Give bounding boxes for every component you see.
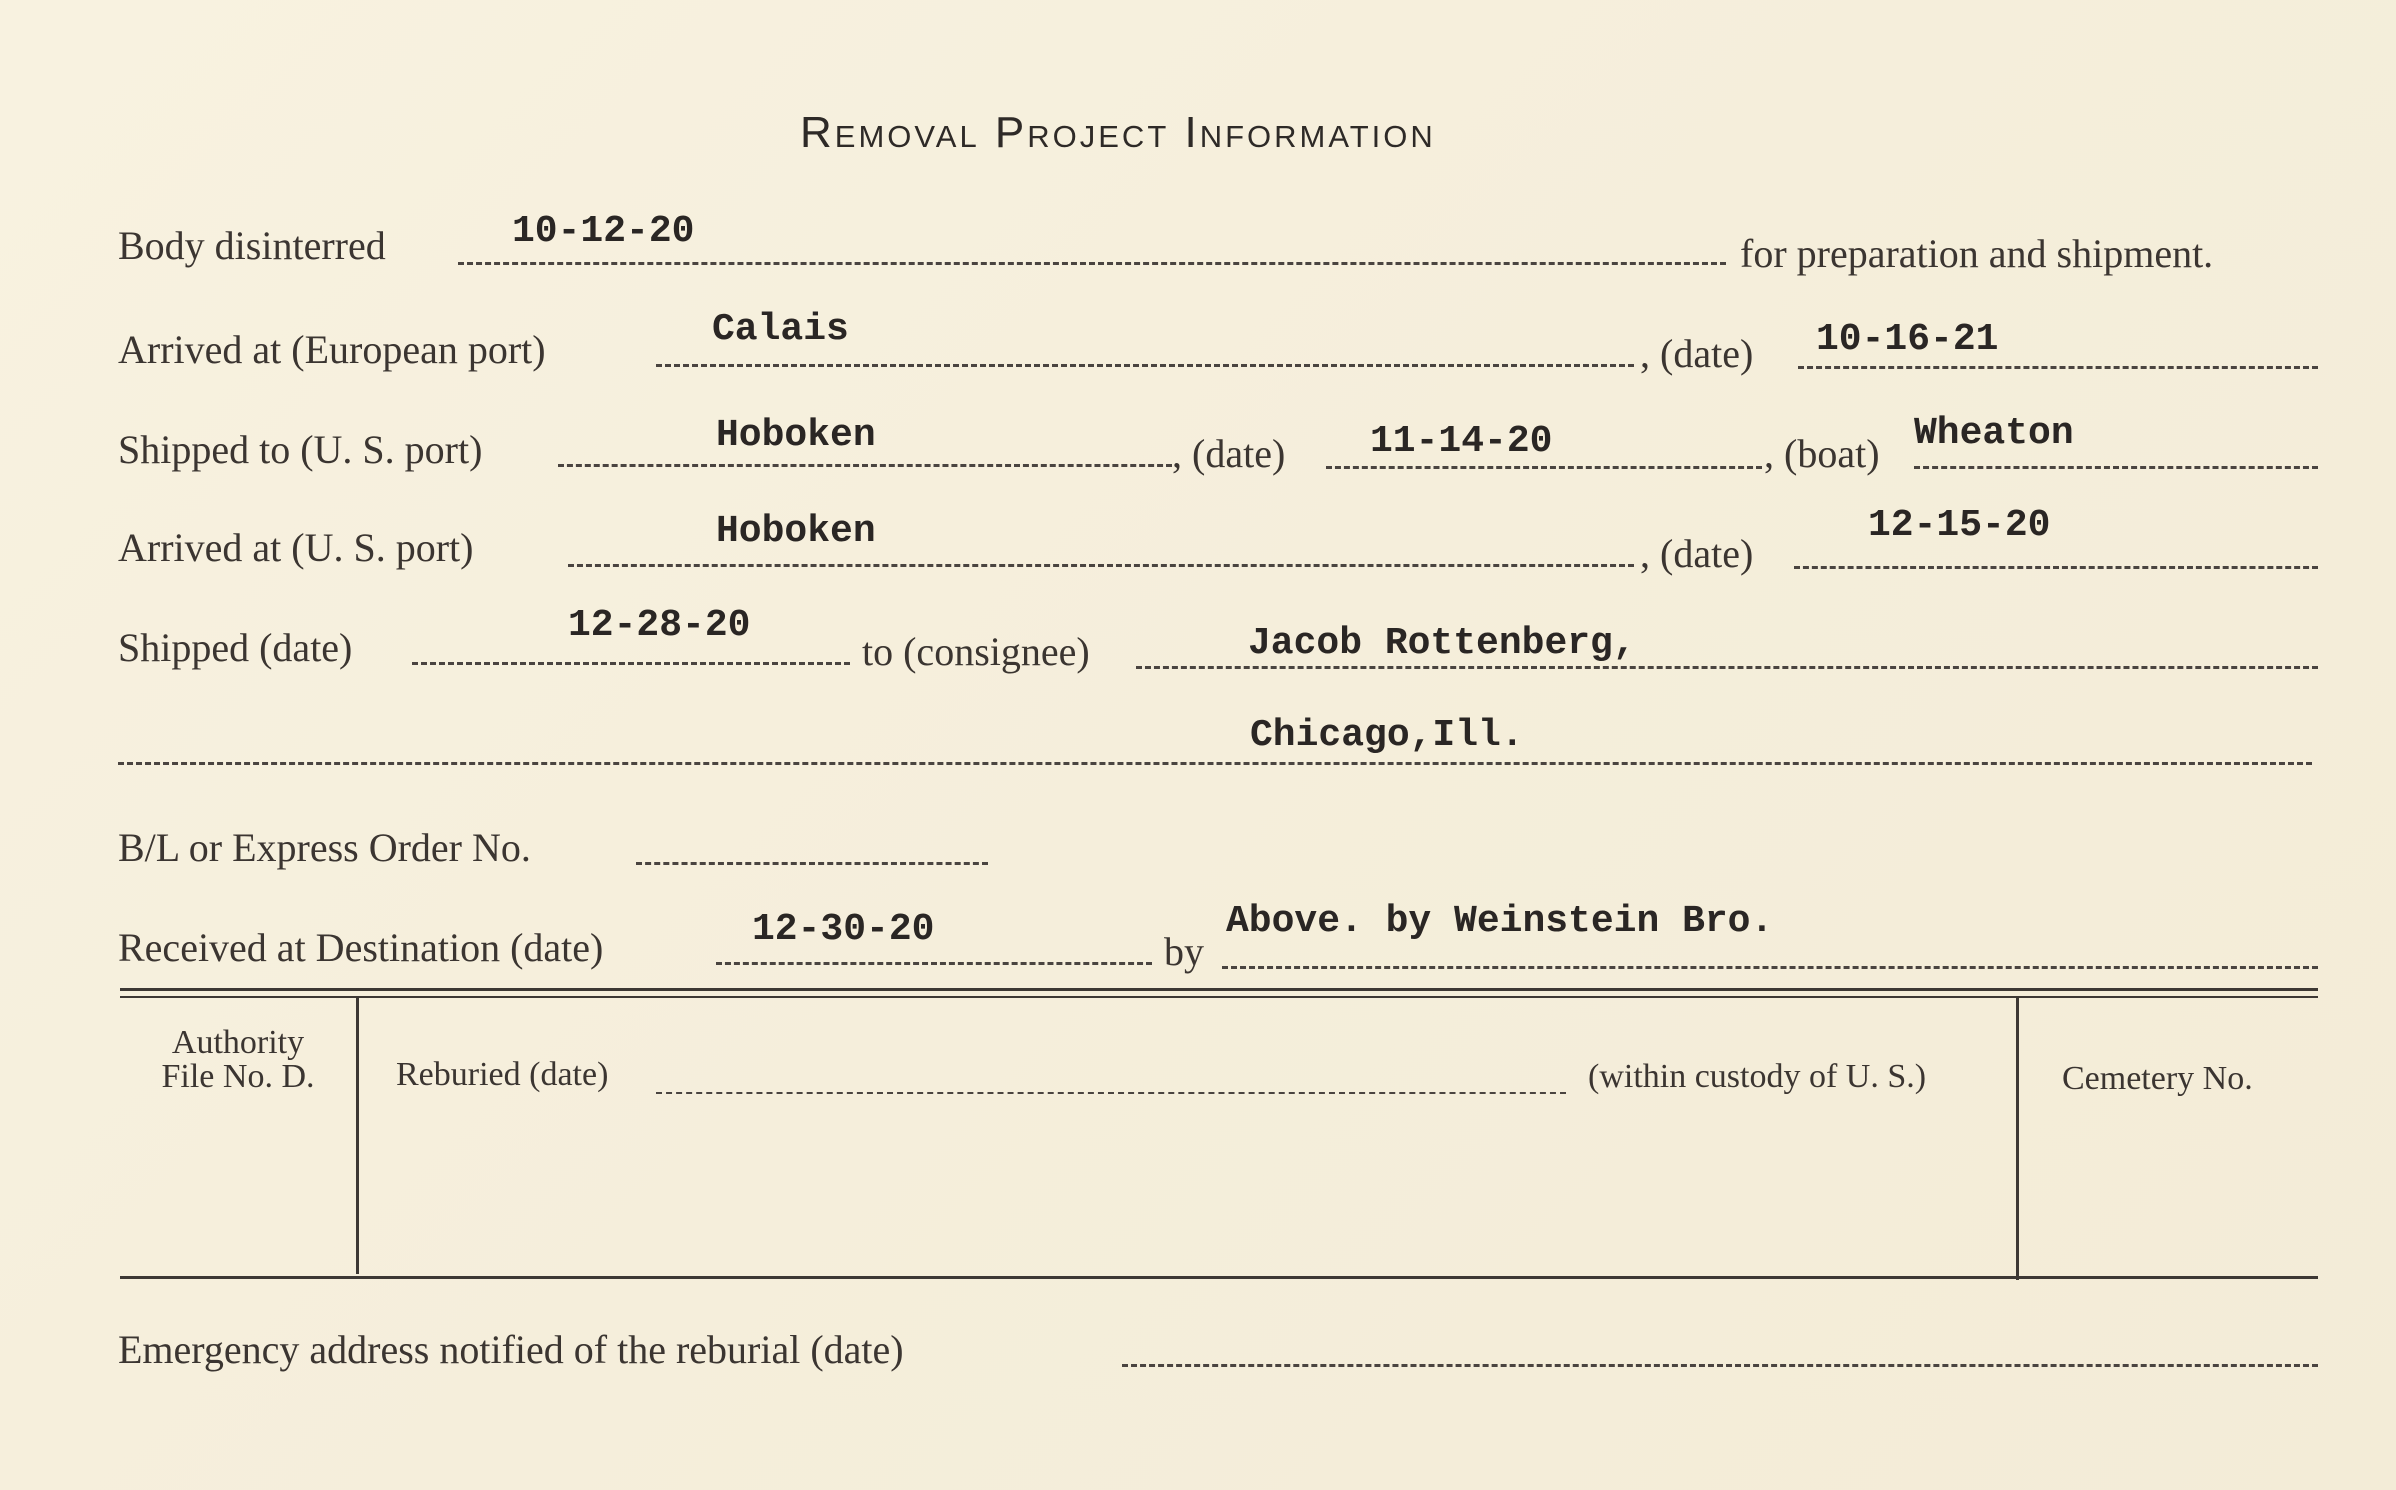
shipped-us-boat: Wheaton <box>1914 412 2074 455</box>
shipped-date-value: 12-28-20 <box>568 604 751 647</box>
reburied-line <box>656 1092 1566 1094</box>
authority-label-1: Authority <box>171 1024 305 1061</box>
shipped-us-value: Hoboken <box>716 414 876 457</box>
table-top-rule <box>120 988 2318 991</box>
reburied-label: Reburied (date) <box>396 1056 609 1093</box>
address-line <box>118 762 2312 765</box>
consignee-label: to (consignee) <box>862 629 1090 674</box>
body-disinterred-suffix: for preparation and shipment. <box>1740 231 2214 276</box>
consignee-line <box>1136 666 2318 669</box>
body-disinterred-line <box>458 262 1726 265</box>
shipped-us-date-label: , (date) <box>1172 431 1286 476</box>
arrived-us-date-label: , (date) <box>1640 531 1754 576</box>
bl-order-label: B/L or Express Order No. <box>118 825 531 870</box>
received-by-label: by <box>1164 929 1204 974</box>
shipped-us-date: 11-14-20 <box>1370 420 1553 463</box>
bl-order-line <box>636 862 988 865</box>
received-label: Received at Destination (date) <box>118 925 604 970</box>
arrived-european-date: 10-16-21 <box>1816 318 1999 361</box>
card-title: Removal Project Information <box>800 108 1436 157</box>
table-divider-left <box>356 998 359 1274</box>
authority-label-2: File No. D. <box>161 1058 315 1095</box>
body-disinterred-label: Body disinterred <box>118 223 386 268</box>
received-by-line <box>1222 966 2318 969</box>
emergency-line <box>1122 1364 2318 1367</box>
shipped-date-line <box>412 662 850 665</box>
arrived-european-line <box>656 364 1634 367</box>
shipped-date-label: Shipped (date) <box>118 625 353 670</box>
shipped-us-boat-label: , (boat) <box>1764 431 1880 476</box>
arrived-european-date-label: , (date) <box>1640 331 1754 376</box>
table-divider-right <box>2016 998 2019 1280</box>
arrived-us-date: 12-15-20 <box>1868 504 2051 547</box>
shipped-us-line <box>558 464 1172 467</box>
arrived-european-value: Calais <box>712 308 849 351</box>
table-top-rule-2 <box>120 996 2318 998</box>
emergency-label: Emergency address notified of the reburial (date) <box>118 1327 904 1372</box>
received-value: 12-30-20 <box>752 908 935 951</box>
body-disinterred-value: 10-12-20 <box>512 210 695 253</box>
table-bottom-rule <box>120 1276 2318 1279</box>
received-by-value: Above. by Weinstein Bro. <box>1226 900 1774 943</box>
shipped-us-boat-line <box>1914 466 2318 469</box>
arrived-us-value: Hoboken <box>716 510 876 553</box>
authority-cell <box>128 1026 348 1094</box>
consignee-address: Chicago,Ill. <box>1250 714 1524 757</box>
consignee-value: Jacob Rottenberg, <box>1248 622 1636 665</box>
arrived-us-label: Arrived at (U. S. port) <box>118 525 474 570</box>
custody-label: (within custody of U. S.) <box>1588 1058 1927 1095</box>
received-line <box>716 962 1152 965</box>
shipped-us-date-line <box>1326 466 1762 469</box>
arrived-european-label: Arrived at (European port) <box>118 327 546 372</box>
shipped-us-label: Shipped to (U. S. port) <box>118 427 483 472</box>
arrived-european-date-line <box>1798 366 2318 369</box>
cemetery-label: Cemetery No. <box>2062 1060 2253 1097</box>
arrived-us-line <box>568 564 1634 567</box>
arrived-us-date-line <box>1794 566 2318 569</box>
